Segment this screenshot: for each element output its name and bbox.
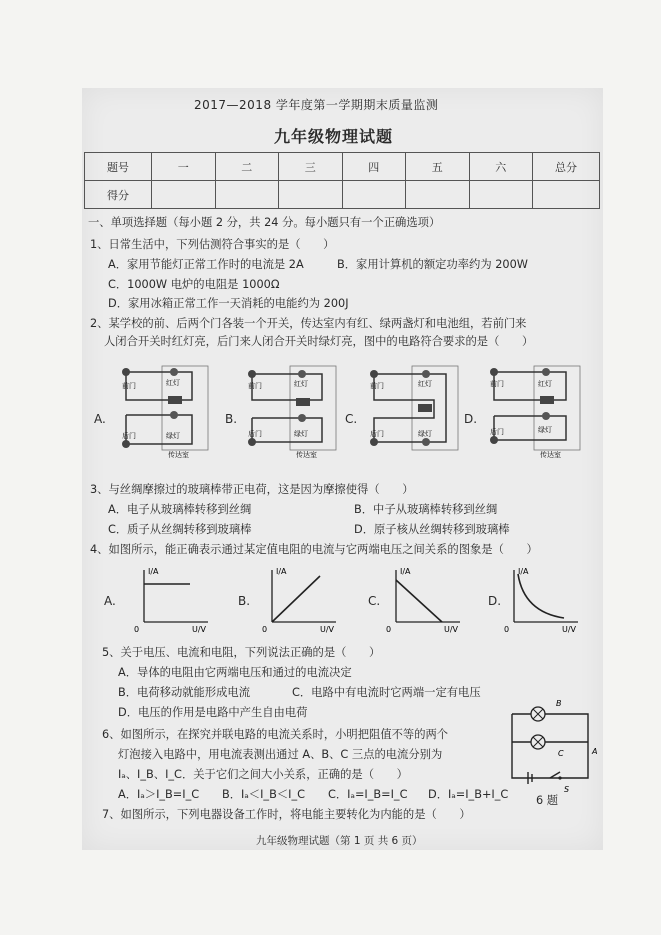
label-front: 前门 [370,382,384,390]
x-axis-label: U/V [320,625,335,634]
score-input-cell[interactable] [279,181,343,209]
label-back: 后门 [248,430,262,438]
bulb-icon [298,370,306,378]
q4-graph-d [502,564,584,634]
score-table-header-row [85,153,600,181]
y-axis-label: I/A [518,567,529,576]
question-4-stem: 4、如图所示，能正确表示通过某定值电阻的电流与它两端电压之间关系的图象是（ ） [90,543,538,556]
q6-option-a[interactable]: A．Iₐ＞I_B=I_C [118,788,200,801]
label-front: 前门 [248,382,262,390]
question-2-line1: 2、某学校的前、后两个门各装一个开关，传达室内有红、绿两盏灯和电池组，若前门来 [90,317,527,330]
score-input-cell[interactable] [215,181,279,209]
q5-option-c[interactable]: C．电路中有电流时它两端一定有电压 [292,686,481,699]
battery-icon [296,398,310,406]
wire [252,374,322,400]
q6-option-b[interactable]: B．Iₐ＜I_B＜I_C [222,788,305,801]
q4-graph-c [384,564,466,634]
q4-option-a[interactable]: A. [104,594,116,608]
bulb-icon [542,412,550,420]
question-6-line1: 6、如图所示，在探究并联电路的电流关系时，小明把阻值不等的两个 [102,728,449,741]
graph-line [396,580,442,622]
x-axis-label: U/V [444,625,459,634]
exam-sheet [82,88,603,850]
point-c-label: C [558,749,564,758]
score-input-cell[interactable] [533,181,600,209]
q2-option-d[interactable]: D. [464,412,478,426]
switch-icon [490,436,498,444]
point-b-label: B [556,699,562,708]
page-footer: 九年级物理试题（第 1 页 共 6 页） [256,835,423,847]
q6-option-d[interactable]: D．Iₐ=I_B+I_C [428,788,509,801]
battery-icon [540,396,554,404]
q2-option-b[interactable]: B. [225,412,238,426]
y-axis-label: I/A [276,567,287,576]
q4-option-b[interactable]: B. [238,594,251,608]
label-back: 后门 [490,428,504,436]
origin-label: 0 [262,625,268,634]
label-green: 绿灯 [538,426,552,434]
q5-option-d[interactable]: D．电压的作用是电路中产生自由电荷 [118,706,308,719]
axes [272,570,336,622]
q4-graph-a [132,564,214,634]
switch-icon [248,438,256,446]
q1-option-c[interactable]: C．1000W 电炉的电阻是 1000Ω [108,278,280,291]
score-input-cell[interactable] [152,181,216,209]
exam-period: 2017—2018 学年度第一学期期末质量监测 [194,98,439,112]
q2-circuit-a [112,360,212,460]
q2-circuit-b [242,360,342,460]
q5-option-a[interactable]: A．导体的电阻由它两端电压和通过的电流决定 [118,666,352,679]
bulb-icon [170,411,178,419]
x-axis-label: U/V [562,625,577,634]
question-5-stem: 5、关于电压、电流和电阻，下列说法正确的是（ ） [102,646,381,659]
question-6-line3: Iₐ、I_B、I_C．关于它们之间大小关系，正确的是（ ） [118,768,408,781]
switch-icon [550,772,560,778]
switch-contact [558,776,561,779]
label-red: 红灯 [294,380,308,388]
question-3-stem: 3、与丝绸摩擦过的玻璃棒带正电荷，这是因为摩擦使得（ ） [90,483,414,496]
bulb-icon [298,414,306,422]
axes [144,570,208,622]
battery-icon [418,404,432,412]
wire [512,714,588,778]
score-cell: 五 [406,153,470,181]
label-red: 红灯 [166,379,180,387]
battery-icon [168,396,182,404]
label-room: 传达室 [296,451,317,459]
bulb-icon [422,438,430,446]
score-cell: 一 [152,153,216,181]
switch-icon [122,368,130,376]
q6-option-c[interactable]: C．Iₐ=I_B=I_C [328,788,408,801]
label-back: 后门 [370,430,384,438]
label-green: 绿灯 [166,432,180,440]
label-room: 传达室 [540,451,561,459]
q4-option-c[interactable]: C. [368,594,381,608]
section-heading: 一、单项选择题（每小题 2 分，共 24 分。每小题只有一个正确选项） [88,216,441,229]
q2-option-a[interactable]: A. [94,412,106,426]
score-cell: 总分 [533,153,600,181]
q3-option-d[interactable]: D．原子核从丝绸转移到玻璃棒 [354,523,510,536]
wire [252,418,322,442]
score-input-cell[interactable] [469,181,533,209]
q2-circuit-c [364,360,464,460]
label-front: 前门 [122,382,136,390]
q3-option-a[interactable]: A．电子从玻璃棒转移到丝绸 [108,503,252,516]
q2-circuit-d [482,360,587,460]
q1-option-b[interactable]: B．家用计算机的额定功率约为 200W [337,258,528,271]
label-room: 传达室 [168,451,189,459]
score-cell: 得分 [85,181,152,209]
exam-title: 九年级物理试题 [274,127,394,146]
q5-option-b[interactable]: B．电荷移动就能形成电流 [118,686,251,699]
point-a-label: A [592,747,598,756]
score-cell: 题号 [85,153,152,181]
q1-option-d[interactable]: D．家用冰箱正常工作一天消耗的电能约为 200J [108,297,349,310]
score-cell: 四 [342,153,406,181]
label-back: 后门 [122,432,136,440]
origin-label: 0 [386,625,392,634]
score-cell: 三 [279,153,343,181]
origin-label: 0 [504,625,510,634]
question-6-line2: 灯泡接入电路中，用电流表测出通过 A、B、C 三点的电流分别为 [118,748,443,761]
origin-label: 0 [134,625,140,634]
x-axis-label: U/V [192,625,207,634]
question-2-line2: 人闭合开关时红灯亮，后门来人闭合开关时绿灯亮，图中的电路符合要求的是（ ） [104,335,534,348]
label-red: 红灯 [538,380,552,388]
axes [514,570,578,622]
bulb-icon [542,368,550,376]
q3-option-b[interactable]: B．中子从玻璃棒转移到丝绸 [354,503,498,516]
score-table [84,152,600,209]
label-front: 前门 [490,380,504,388]
score-cell: 二 [215,153,279,181]
question-7-stem: 7、如图所示，下列电器设备工作时，将电能主要转化为内能的是（ ） [102,808,471,821]
score-input-cell[interactable] [342,181,406,209]
q4-option-d[interactable]: D. [488,594,502,608]
switch-icon [490,368,498,376]
q6-figure-caption: 6 题 [536,794,559,807]
label-red: 红灯 [418,380,432,388]
graph-line [272,576,320,622]
label-green: 绿灯 [418,430,432,438]
q2-option-c[interactable]: C. [345,412,358,426]
room-box [534,366,580,450]
q1-option-a[interactable]: A．家用节能灯正常工作时的电流是 2A [108,258,304,271]
score-input-cell[interactable] [406,181,470,209]
wire [494,372,566,400]
score-cell: 六 [469,153,533,181]
q4-graph-b [260,564,342,634]
question-1-stem: 1、日常生活中，下列估测符合事实的是（ ） [90,238,335,251]
switch-icon [370,370,378,378]
y-axis-label: I/A [148,567,159,576]
score-table-score-row [85,181,600,209]
q6-parallel-circuit [498,694,602,806]
wire [374,374,446,442]
switch-icon [370,438,378,446]
switch-icon [122,440,130,448]
bulb-icon [422,370,430,378]
wire [494,416,566,440]
switch-label: S [564,785,570,794]
q3-option-c[interactable]: C．质子从丝绸转移到玻璃棒 [108,523,252,536]
y-axis-label: I/A [400,567,411,576]
graph-line [518,574,564,618]
axes [396,570,460,622]
switch-icon [248,370,256,378]
label-green: 绿灯 [294,430,308,438]
bulb-icon [170,368,178,376]
